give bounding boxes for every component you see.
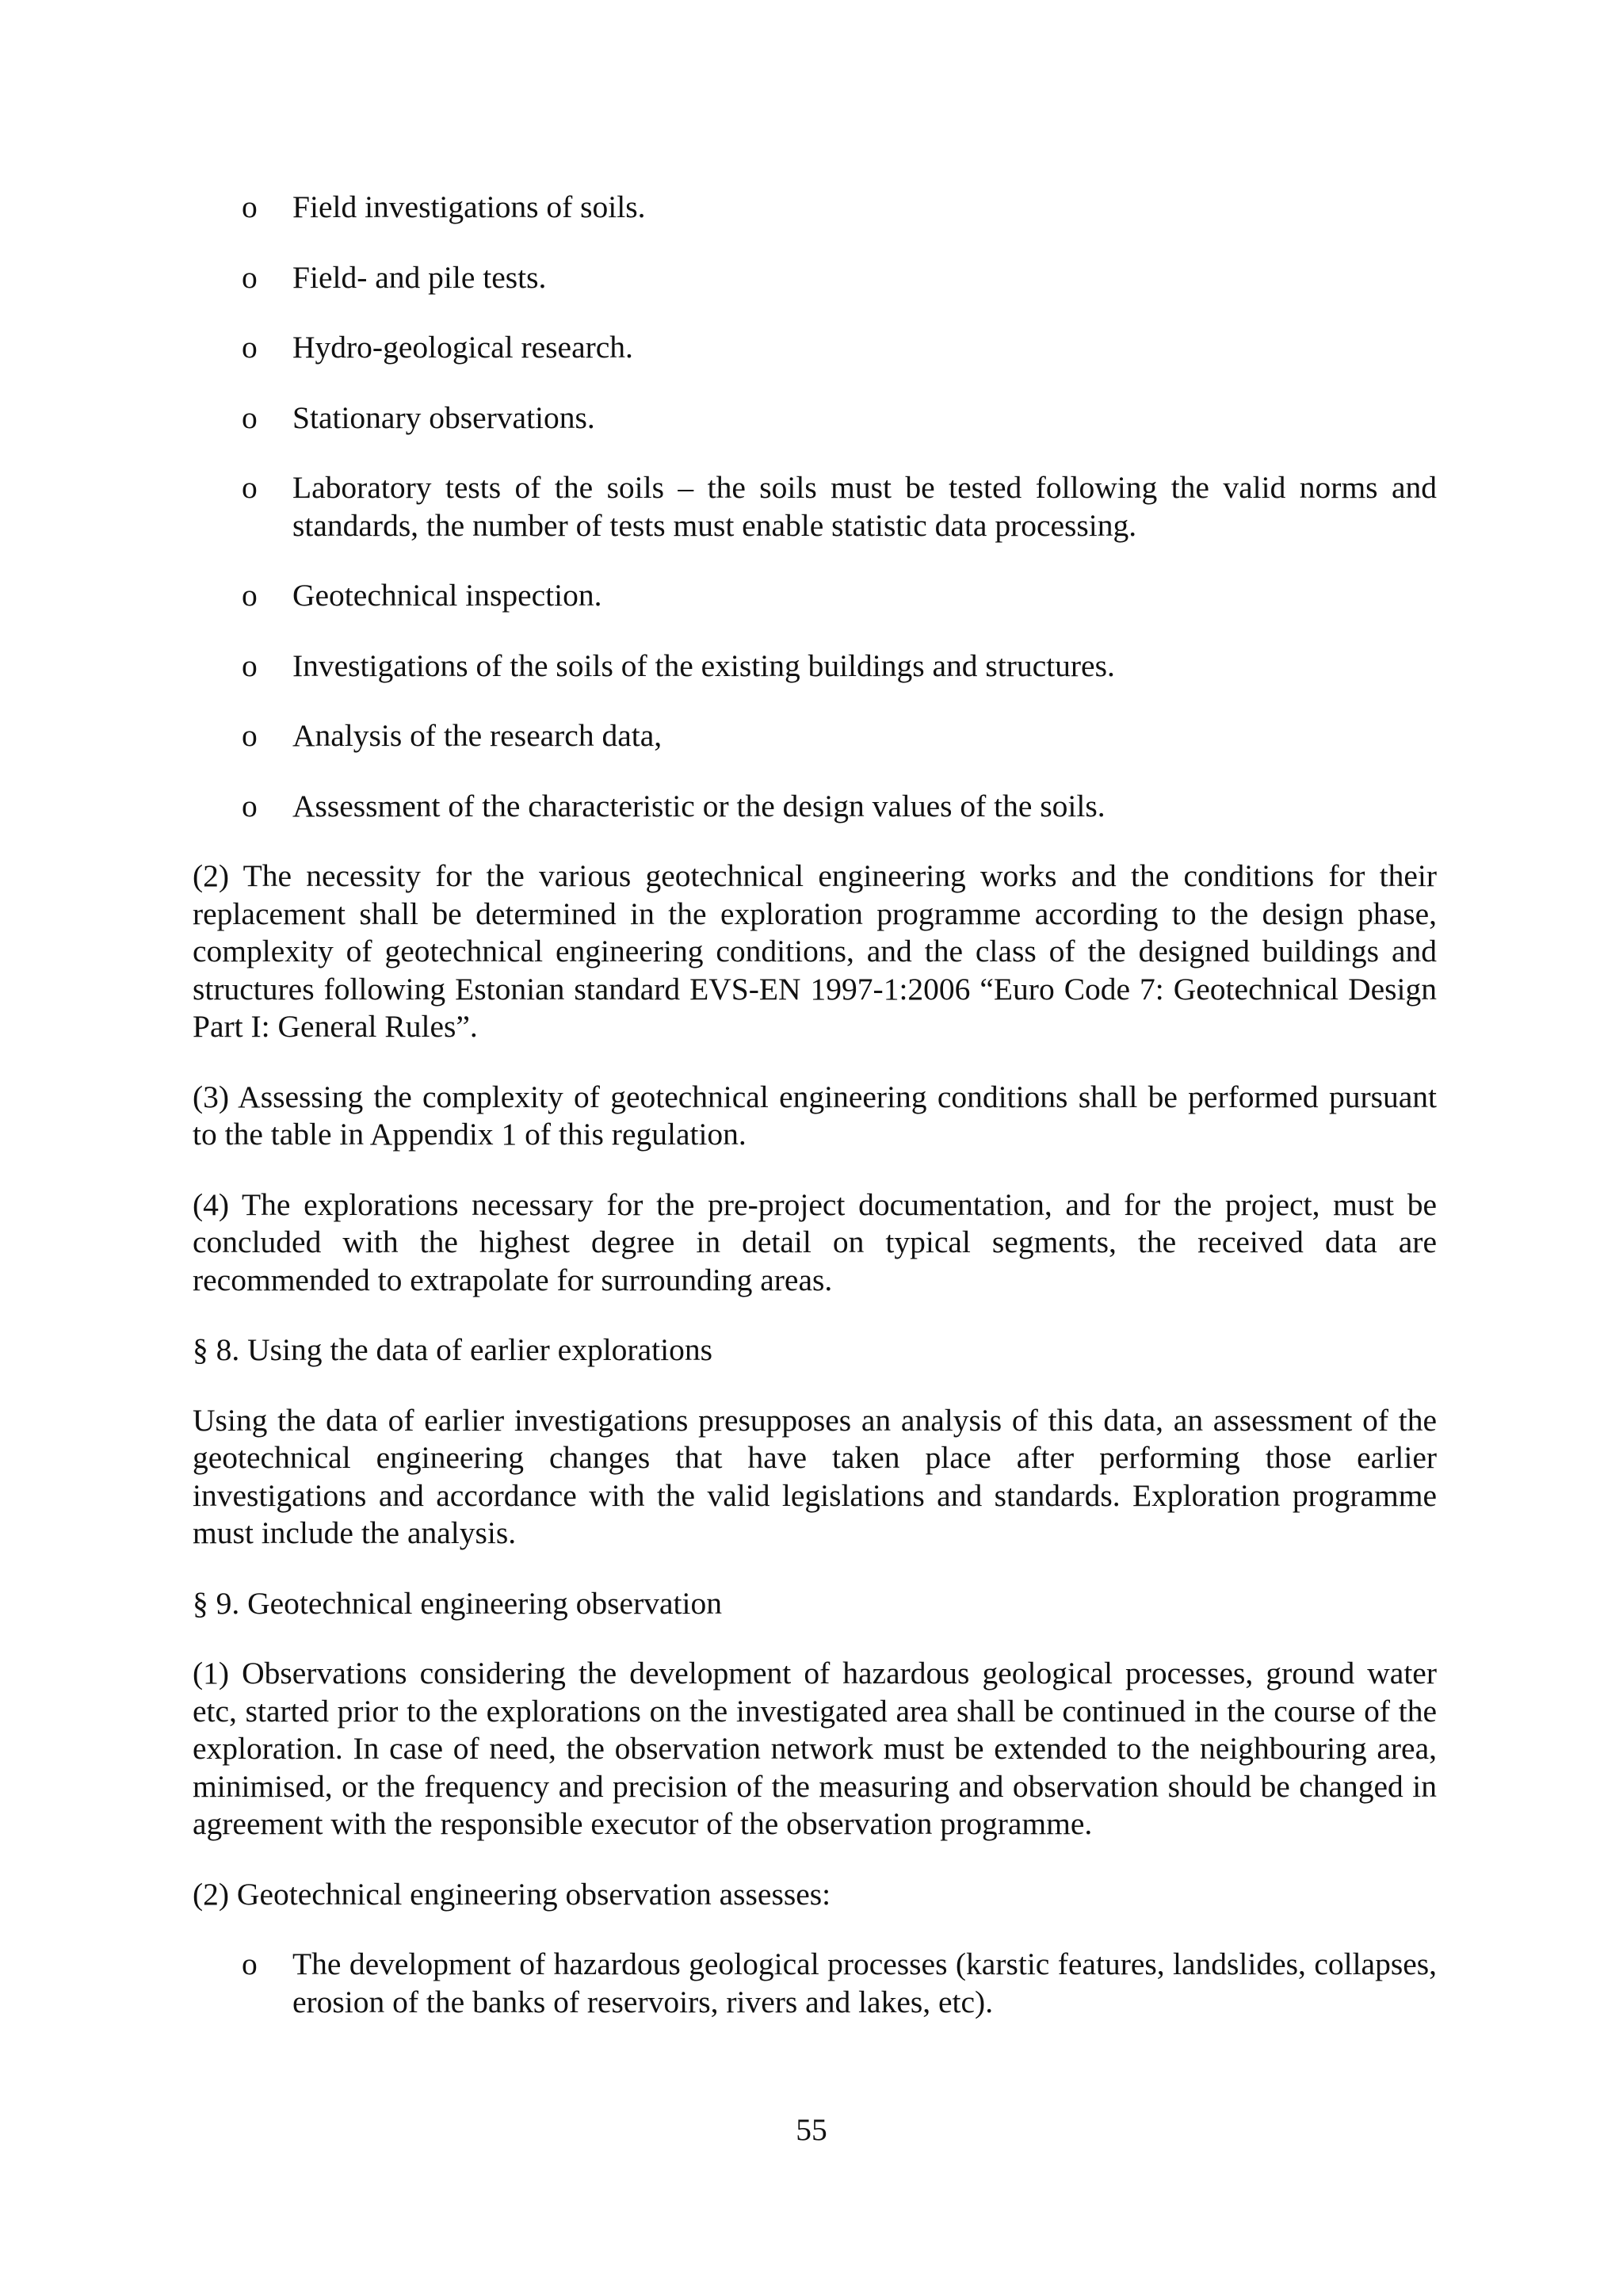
- section-heading-observation: § 9. Geotechnical engineering observation: [193, 1585, 722, 1621]
- list-item: [193, 1946, 1437, 2021]
- bullet-marker: o: [242, 399, 258, 435]
- list-item-text: The development of hazardous geological processes (karstic features, landslides, collapses, erosion of the banks of reservoirs, rivers and lakes, etc).: [292, 1946, 1437, 2019]
- bullet-marker: o: [242, 330, 258, 365]
- list-item-text: Analysis of the research data,: [292, 718, 663, 753]
- list-item-text: Laboratory tests of the soils – the soils must be tested following the valid norms and standards, the number of tests must enable statistic data processing.: [292, 470, 1437, 543]
- document-page: [193, 189, 1437, 2053]
- list-item: [193, 399, 1437, 437]
- list-item: [193, 329, 1437, 367]
- section-heading-earlier-explorations: § 8. Using the data of earlier explorations: [193, 1332, 712, 1367]
- list-item: [193, 577, 1437, 615]
- bullet-marker: o: [242, 259, 258, 295]
- list-item: [193, 648, 1437, 686]
- bullet-marker: o: [242, 1946, 258, 1981]
- list-item: [193, 259, 1437, 297]
- list-item-text: Geotechnical inspection.: [292, 578, 602, 613]
- paragraph-earlier-investigations: Using the data of earlier investigations presupposes an analysis of this data, an assessment of the geotechnical engineering changes that have taken place after performing those earlier investigations and accordance with the valid legislations and standards. Exploration programme must include the analysis.: [193, 1402, 1437, 1550]
- paragraph-observations: (1) Observations considering the development of hazardous geological processes, ground water etc, started prior to the explorations on the investigated area shall be continued in the course of the exploration. In case of need, the observation network must be extended to the neighbouring area, minimised, or the frequency and precision of the measuring and observation should be changed in agreement with the responsible executor of the observation programme.: [193, 1656, 1437, 1841]
- paragraph-observation-assesses: (2) Geotechnical engineering observation assesses:: [193, 1876, 831, 1912]
- bullet-marker: o: [242, 470, 258, 505]
- bullet-marker: o: [242, 578, 258, 613]
- bullet-marker: o: [242, 718, 258, 753]
- bullet-marker: o: [242, 788, 258, 823]
- list-item-text: Field- and pile tests.: [292, 259, 547, 295]
- list-item-text: Investigations of the soils of the existing buildings and structures.: [292, 648, 1115, 683]
- list-item: [193, 717, 1437, 755]
- paragraph-complexity-assessment: (3) Assessing the complexity of geotechnical engineering conditions shall be performed pursuant to the table in Appendix 1 of this regulation.: [193, 1079, 1437, 1152]
- paragraph-design-conditions: (2) The necessity for the various geotechnical engineering works and the conditions for their replacement shall be determined in the exploration programme according to the design phase, complexity of geotechnical engineering conditions, and the class of the designed buildings and structures following Estonian standard EVS-EN 1997-1:2006 “Euro Code 7: Geotechnical Design Part I: General Rules”.: [193, 858, 1437, 1044]
- bullet-marker: o: [242, 648, 258, 683]
- paragraph-exploration-detail: (4) The explorations necessary for the pre-project documentation, and for the project, must be concluded with the highest degree in detail on typical segments, the received data are recommended to extrapolate for surrounding areas.: [193, 1186, 1437, 1297]
- list-item: [193, 788, 1437, 826]
- list-item-text: Assessment of the characteristic or the design values of the soils.: [292, 788, 1106, 823]
- list-item-text: Field investigations of soils.: [292, 189, 646, 224]
- list-item-text: Stationary observations.: [292, 399, 595, 435]
- list-item: [193, 469, 1437, 544]
- list-item-text: Hydro-geological research.: [292, 330, 633, 365]
- bullet-marker: o: [242, 189, 258, 224]
- list-item: [193, 189, 1437, 227]
- page-number: 55: [796, 2112, 827, 2147]
